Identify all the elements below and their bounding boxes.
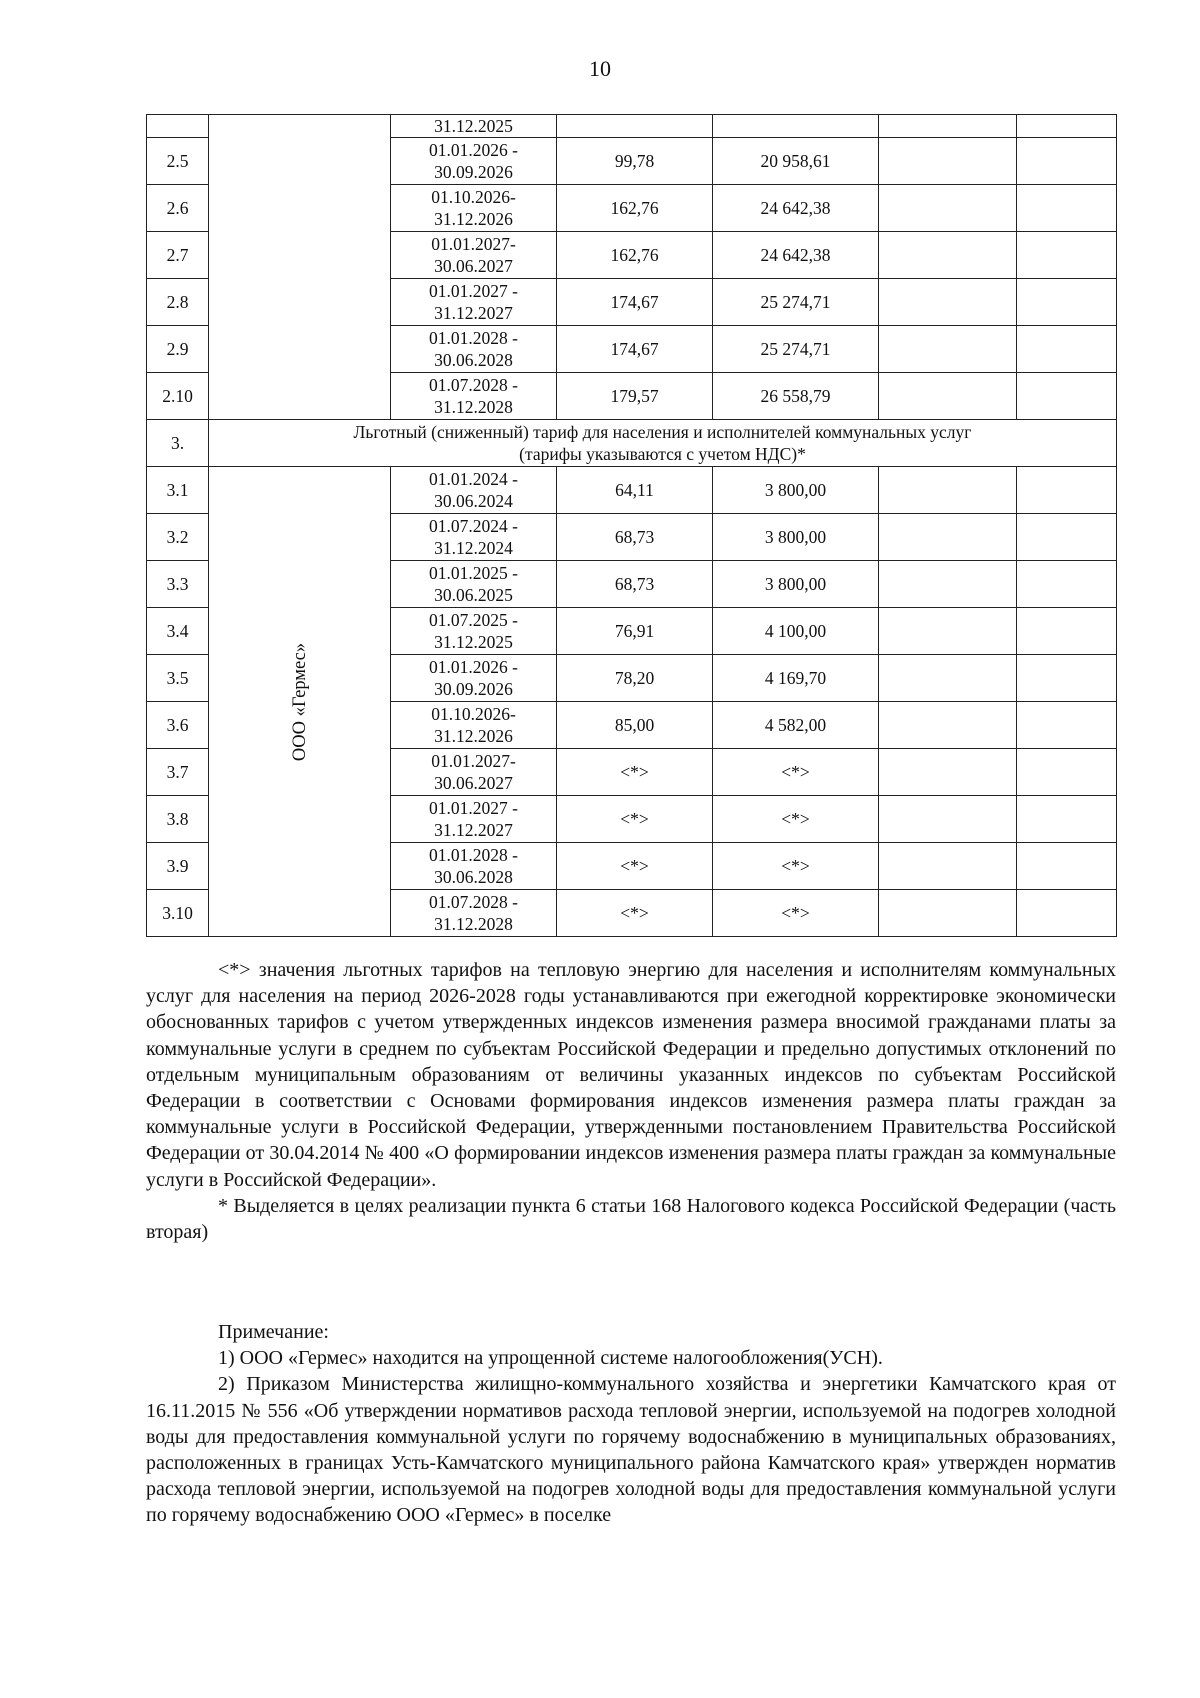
note-block [146,1319,1116,1529]
footnote-star: * Выделяется в целях реализации пункта 6 статьи 168 Налогового кодекса Российской Федерации (часть вторая) [146,1194,1116,1244]
section-header-row [147,420,1117,467]
note-item-2: 2) Приказом Министерства жилищно-коммунального хозяйства и энергетики Камчатского края от 16.11.2015 № 556 «Об утверждении нормативов расхода тепловой энергии, используемой на подогрев холодной воды для предоставления коммунальной услуги по горячему водоснабжению в муниципальных образованиях, расположенных в границах Усть-Камчатского муниципального района Камчатского края» утвержден норматив расхода тепловой энергии, используемой на подогрев холодной воды для предоставления коммунальной услуги по горячему водоснабжению ООО «Гермес» в поселке [146,1373,1116,1527]
period-end: 31.12.2026 [434,209,513,229]
empty-cell [879,890,1017,937]
tariff-value-cell: <*> [713,749,879,796]
note-item-1: 1) ООО «Гермес» находится на упрощенной системе налогообложения(УСН). [218,1347,883,1370]
tariff-value-cell: <*> [557,796,713,843]
period-start: 01.01.2028 - [429,845,518,865]
row-number-cell: 3.5 [147,655,209,702]
period-end: 31.12.2025 [434,632,513,652]
row-number-cell: 2.7 [147,232,209,279]
empty-cell [879,185,1017,232]
period-start: 01.07.2024 - [429,516,518,536]
empty-cell [1017,373,1117,420]
tariff-value-cell: 3 800,00 [713,561,879,608]
footnotes-block [146,957,1116,1245]
tariff-value-cell: 25 274,71 [713,279,879,326]
period-end: 30.09.2026 [434,162,513,182]
empty-cell [1017,890,1117,937]
period-cell [391,843,557,890]
period-start: 01.01.2024 - [429,469,518,489]
empty-cell [879,702,1017,749]
tariff-value-cell: 20 958,61 [713,138,879,185]
tariff-value-cell: 174,67 [557,279,713,326]
tariff-value-cell: 3 800,00 [713,514,879,561]
period-cell [391,138,557,185]
period-cell [391,467,557,514]
empty-cell [879,326,1017,373]
note-title: Примечание: [218,1321,329,1343]
period-end: 30.09.2026 [434,679,513,699]
empty-cell [1017,655,1117,702]
tariff-table [146,114,1117,937]
tariff-value-cell: 68,73 [557,561,713,608]
value-cell [713,115,879,138]
row-number-cell: 2.8 [147,279,209,326]
period-cell [391,185,557,232]
row-number-cell: 2.10 [147,373,209,420]
period-cell [391,326,557,373]
period-cell [391,608,557,655]
empty-cell [1017,702,1117,749]
period-start: 01.01.2026 - [429,140,518,160]
section-number-cell: 3. [147,420,209,467]
tariff-value-cell: 174,67 [557,326,713,373]
row-number-cell: 3.3 [147,561,209,608]
period-cell [391,749,557,796]
period-cell [391,890,557,937]
empty-cell [1017,514,1117,561]
tariff-value-cell: 78,20 [557,655,713,702]
tariff-value-cell: <*> [557,749,713,796]
tariff-value-cell: 162,76 [557,232,713,279]
row-number-cell: 3.10 [147,890,209,937]
empty-cell [1017,115,1117,138]
period-start: 01.07.2028 - [429,375,518,395]
period-end: 31.12.2024 [434,538,513,558]
org-cell [209,467,391,937]
row-number-cell [147,115,209,138]
empty-cell [1017,279,1117,326]
row-number-cell: 3.1 [147,467,209,514]
period-start: 01.10.2026- [431,187,516,207]
page-number: 10 [589,56,611,81]
row-number-cell: 3.9 [147,843,209,890]
tariff-value-cell: <*> [713,796,879,843]
period-start: 01.01.2028 - [429,328,518,348]
empty-cell [879,655,1017,702]
empty-cell [1017,232,1117,279]
empty-cell [1017,608,1117,655]
empty-cell [879,115,1017,138]
org-name: ООО «Гермес» [289,642,310,761]
tariff-value-cell: 25 274,71 [713,326,879,373]
tariff-value-cell: 24 642,38 [713,185,879,232]
period-end: 31.12.2026 [434,726,513,746]
period-cell [391,561,557,608]
tariff-value-cell: 4 100,00 [713,608,879,655]
value-cell [557,115,713,138]
period-cell [391,796,557,843]
row-number-cell: 3.4 [147,608,209,655]
empty-cell [879,138,1017,185]
row-number-cell: 3.6 [147,702,209,749]
empty-cell [879,608,1017,655]
period-end: 31.12.2027 [434,303,513,323]
tariff-value-cell: 4 169,70 [713,655,879,702]
tariff-value-cell: 68,73 [557,514,713,561]
empty-cell [879,749,1017,796]
tariff-value-cell: 3 800,00 [713,467,879,514]
empty-cell [879,373,1017,420]
section-title-line-1: Льготный (сниженный) тариф для населения и исполнителей коммунальных услуг [353,422,972,442]
period-start: 01.10.2026- [431,704,516,724]
period-end: 31.12.2028 [434,397,513,417]
row-number-cell: 2.5 [147,138,209,185]
empty-cell [879,843,1017,890]
period-end: 30.06.2028 [434,867,513,887]
empty-cell [1017,467,1117,514]
table-row [147,115,1117,138]
period-start: 01.07.2025 - [429,610,518,630]
tariff-value-cell: 76,91 [557,608,713,655]
empty-cell [1017,326,1117,373]
period-end: 30.06.2024 [434,491,513,511]
empty-cell [1017,843,1117,890]
table-row [147,467,1117,514]
empty-cell [1017,796,1117,843]
period-start: 01.01.2027- [431,751,516,771]
period-end: 30.06.2028 [434,350,513,370]
period-cell [391,702,557,749]
row-number-cell: 3.7 [147,749,209,796]
empty-cell [879,232,1017,279]
row-number-cell: 2.6 [147,185,209,232]
tariff-value-cell: 24 642,38 [713,232,879,279]
tariff-value-cell: 26 558,79 [713,373,879,420]
tariff-value-cell: 85,00 [557,702,713,749]
empty-cell [879,561,1017,608]
section-title-cell [209,420,1117,467]
period-cell [391,279,557,326]
footnote-star-tag: <*> значения льготных тарифов на тепловую энергию для населения и исполнителям коммунальных услуг для населения на период 2026-2028 годы устанавливаются при ежегодной корректировке экономически обоснованных тарифов с учетом утвержденных индексов изменения размера вносимой гражданами платы за коммунальные услуги в среднем по субъектам Российской Федерации и предельно допустимых отклонений по отдельным муниципальным образованиям от величины указанных индексов по субъектам Российской Федерации в соответствии с Основами формирования индексов изменения размера платы граждан за коммунальные услуги в Российской Федерации, утвержденными постановлением Правительства Российской Федерации от 30.04.2014 № 400 «О формировании индексов изменения размера платы граждан за коммунальные услуги в Российской Федерации». [146,959,1116,1191]
period-start: 01.01.2027- [431,234,516,254]
period-start: 01.01.2026 - [429,657,518,677]
period-end: 31.12.2028 [434,914,513,934]
org-cell-section2 [209,115,391,420]
period-start: 01.01.2027 - [429,798,518,818]
tariff-value-cell: 179,57 [557,373,713,420]
empty-cell [879,514,1017,561]
tariff-value-cell: 4 582,00 [713,702,879,749]
period-end: 31.12.2027 [434,820,513,840]
empty-cell [1017,561,1117,608]
period-cell: 31.12.2025 [391,115,557,138]
empty-cell [1017,138,1117,185]
tariff-value-cell: 99,78 [557,138,713,185]
period-cell [391,232,557,279]
empty-cell [1017,185,1117,232]
empty-cell [879,467,1017,514]
tariff-value-cell: <*> [713,890,879,937]
tariff-value-cell: <*> [557,843,713,890]
tariff-value-cell: 162,76 [557,185,713,232]
empty-cell [879,279,1017,326]
period-cell [391,373,557,420]
row-number-cell: 3.2 [147,514,209,561]
row-number-cell: 3.8 [147,796,209,843]
tariff-value-cell: 64,11 [557,467,713,514]
empty-cell [879,796,1017,843]
tariff-value-cell: <*> [713,843,879,890]
section-title-line-2: (тарифы указываются с учетом НДС)* [519,444,806,464]
period-start: 01.07.2028 - [429,892,518,912]
period-cell [391,514,557,561]
tariff-value-cell: <*> [557,890,713,937]
period-end: 30.06.2027 [434,256,513,276]
row-number-cell: 2.9 [147,326,209,373]
empty-cell [1017,749,1117,796]
period-end: 30.06.2027 [434,773,513,793]
period-start: 01.01.2025 - [429,563,518,583]
period-start: 01.01.2027 - [429,281,518,301]
period-cell [391,655,557,702]
period-end: 30.06.2025 [434,585,513,605]
